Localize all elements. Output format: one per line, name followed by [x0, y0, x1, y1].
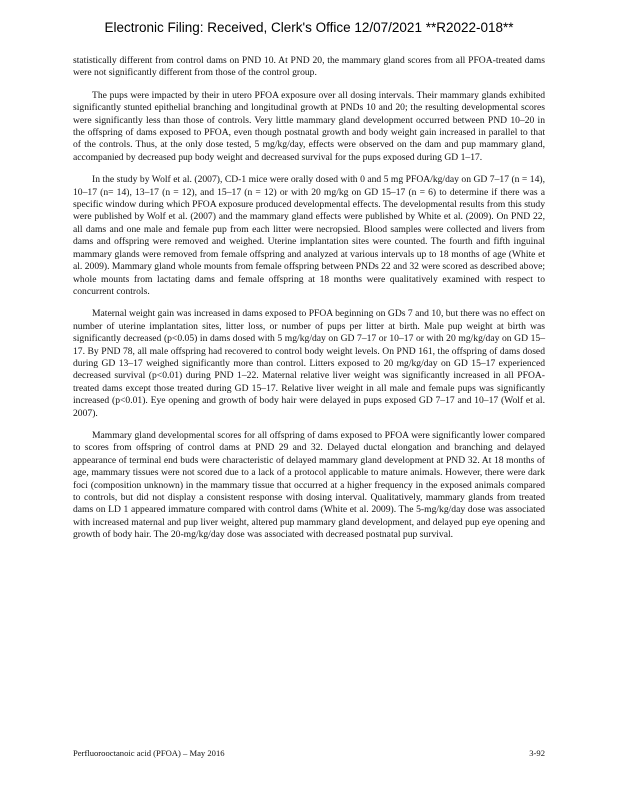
- paragraph-5: Mammary gland developmental scores for all offspring of dams exposed to PFOA were significantly lower compared to scores from offspring of control dams at PND 29 and 32. Delayed ductal elongation and branching and delayed appearance of terminal end buds were characteristic of delayed mammary gland development at PND 32. At 18 months of age, mammary tissues were not scored due to a lack of a protocol applicable to mature animals. However, there were dark foci (composition unknown) in the mammary tissue that occurred at a higher frequency in the exposed animals compared to controls, but did not display a consistent response with dosing interval. Qualitatively, mammary glands from treated dams on LD 1 appeared immature compared with control dams (White et al. 2009). The 5-mg/kg/day dose was associated with increased maternal and pup liver weight, altered pup mammary gland development, and delayed pup eye opening and growth of body hair. The 20-mg/kg/day dose was associated with decreased postnatal pup survival.: [73, 429, 545, 541]
- paragraph-2: The pups were impacted by their in utero PFOA exposure over all dosing intervals. Their mammary glands exhibited significantly stunted epithelial branching and longitudinal growth at PNDs 10 and 20; the resulting developmental scores were significantly less than those of controls. Very little mammary gland development occurred between PND 10–20 in the offspring of dams exposed to PFOA, even though postnatal growth and body weight gain increased in parallel to that of the controls. Thus, at the only dose tested, 5 mg/kg/day, effects were observed on the dam and pup mammary gland, accompanied by decreased pup body weight and decreased survival for the pups exposed during GD 1–17.: [73, 89, 545, 163]
- paragraph-3: In the study by Wolf et al. (2007), CD-1 mice were orally dosed with 0 and 5 mg PFOA/kg/day on GD 7–17 (n = 14), 10–17 (n= 14), 13–17 (n = 12), and 15–17 (n = 12) or with 20 mg/kg on GD 15–17 (n = 6) to determine if there was a specific window during which PFOA exposure produced developmental effects. The developmental results from this study were published by Wolf et al. (2007) and the mammary gland effects were published by White et al. (2009). On PND 22, all dams and one male and female pup from each litter were necropsied. Blood samples were collected and livers from dams and offspring were removed and weighed. Uterine implantation sites were counted. The fourth and fifth inguinal mammary glands were removed from female offspring and analyzed at various intervals up to 18 months of age (White et al. 2009). Mammary gland whole mounts from female offspring between PNDs 22 and 32 were scored as described above; whole mounts from lactating dams and female offspring at 18 months were qualitatively examined with respect to concurrent controls.: [73, 174, 545, 297]
- document-body: [73, 55, 545, 552]
- paragraph-1: statistically different from control dams on PND 10. At PND 20, the mammary gland scores from all PFOA-treated dams were not significantly different from those of the control group.: [73, 55, 545, 79]
- filing-header: Electronic Filing: Received, Clerk's Office 12/07/2021 **R2022-018**: [104, 20, 514, 35]
- footer-page-number: 3-92: [529, 748, 545, 758]
- footer-document-title: Perfluorooctanoic acid (PFOA) – May 2016: [73, 748, 225, 758]
- paragraph-4: Maternal weight gain was increased in dams exposed to PFOA beginning on GDs 7 and 10, but there was no effect on number of uterine implantation sites, litter loss, or number of pups per litter at birth. Male pup weight at birth was significantly decreased (p<0.05) in dams dosed with 5 mg/kg/day on GD 7–17 or 10–17 or with 20 mg/kg/day on GD 15–17. By PND 78, all male offspring had recovered to control body weight levels. On PND 161, the offspring of dams dosed during GD 13–17 weighed significantly more than control. Litters exposed to 20 mg/kg/day on GD 15–17 experienced decreased survival (p<0.01) during PND 1–22. Maternal relative liver weight was significantly increased in all PFOA-treated dams except those treated during GD 15–17. Relative liver weight in all male and female pups was significantly increased (p<0.01). Eye opening and growth of body hair were delayed in pups exposed GD 7–17 and 10–17 (Wolf et al. 2007).: [73, 308, 545, 419]
